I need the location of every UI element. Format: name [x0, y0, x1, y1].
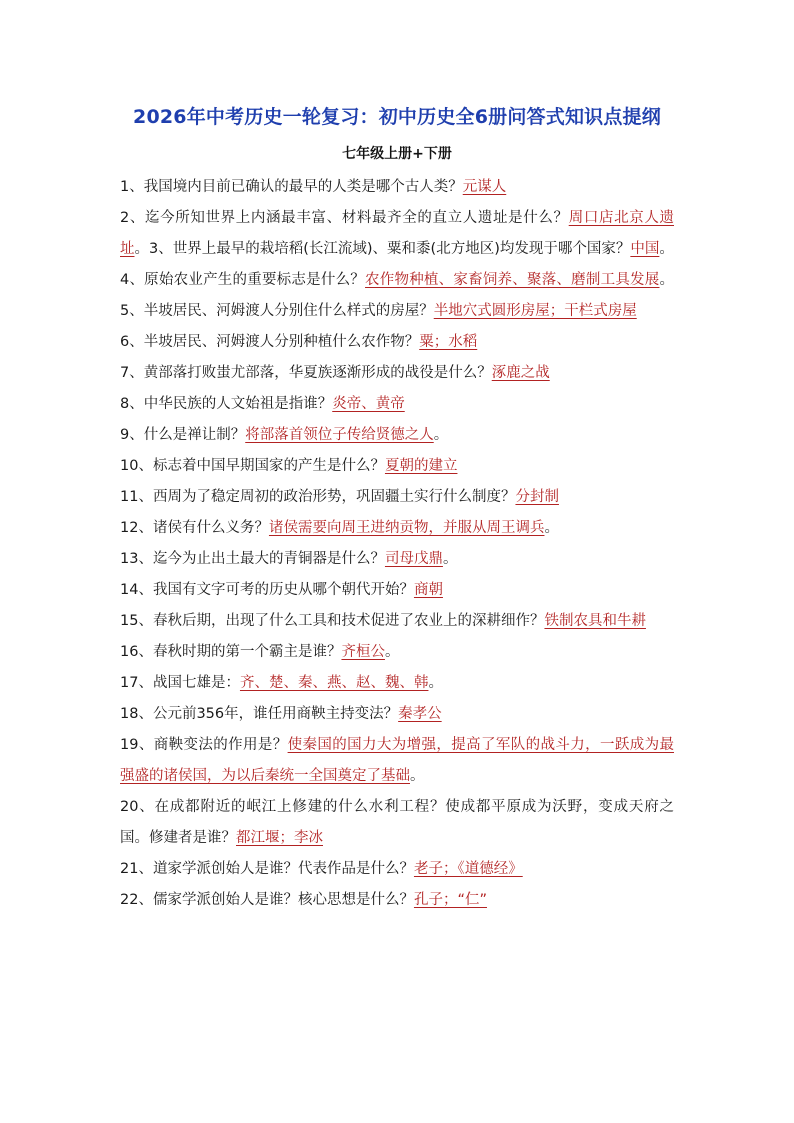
qa-item — [120, 544, 674, 575]
qa-item — [120, 420, 674, 451]
question-text: 12、诸侯有什么义务？ — [120, 520, 269, 536]
question-text: 。 — [433, 427, 449, 443]
question-text: 2、迄今所知世界上内涵最丰富、材料最齐全的直立人遗址是什么？ — [120, 210, 569, 226]
question-text: 19、商鞅变法的作用是？ — [120, 737, 288, 753]
qa-item — [120, 854, 674, 885]
question-text: 17、战国七雄是： — [120, 675, 240, 691]
qa-item — [120, 730, 674, 792]
answer-text: 炎帝、黄帝 — [332, 396, 405, 412]
question-text: 9、什么是禅让制？ — [120, 427, 246, 443]
qa-item — [120, 389, 674, 420]
answer-text: 分封制 — [515, 489, 559, 505]
qa-item — [120, 265, 674, 327]
qa-list — [120, 172, 674, 916]
question-text: 15、春秋后期，出现了什么工具和技术促进了农业上的深耕细作？ — [120, 613, 545, 629]
answer-text: 老子；《道德经》 — [413, 861, 523, 877]
question-text: 。 — [442, 551, 458, 567]
question-text: 。 — [544, 520, 559, 536]
answer-text: 秦孝公 — [398, 706, 442, 722]
question-text: 22、儒家学派创始人是谁？核心思想是什么？ — [120, 892, 414, 908]
document-subtitle: 七年级上册+下册 — [342, 146, 452, 162]
question-text: 20、在成都附近的岷江上修建的什么水利工程？使成都平原成为沃野，变成天府之国。修建者是谁？ — [120, 799, 674, 846]
qa-item — [120, 885, 674, 916]
answer-text: 铁制农具和牛耕 — [544, 613, 646, 629]
question-text: 13、迄今为止出土最大的青铜器是什么？ — [120, 551, 385, 567]
question-text: 。3、世界上最早的栽培稻(长江流域)、粟和黍(北方地区)均发现于哪个国家？ — [134, 241, 631, 257]
qa-item — [120, 203, 674, 265]
qa-item — [120, 792, 674, 854]
qa-item — [120, 668, 674, 699]
question-text: 6、半坡居民、河姆渡人分别种植什么农作物？ — [120, 334, 420, 350]
question-text: 16、春秋时期的第一个霸主是谁？ — [120, 644, 342, 660]
question-text: 8、中华民族的人文始祖是指谁？ — [120, 396, 333, 412]
question-text: 11、西周为了稳定周初的政治形势，巩固疆土实行什么制度？ — [120, 489, 516, 505]
answer-text: 周口店北京人遗址 — [120, 210, 674, 257]
answer-text: 半地穴式圆形房屋；干栏式房屋 — [433, 303, 637, 319]
answer-text: 元谋人 — [462, 179, 507, 195]
answer-text: 粟；水稻 — [419, 334, 478, 350]
question-text: 21、道家学派创始人是谁？代表作品是什么？ — [120, 861, 414, 877]
qa-item — [120, 451, 674, 482]
qa-item — [120, 358, 674, 389]
qa-item — [120, 637, 674, 668]
question-text: 18、公元前356年，谁任用商鞅主持变法？ — [120, 706, 399, 722]
answer-text: 齐、楚、秦、燕、赵、魏、韩 — [239, 675, 429, 691]
question-text: 。 — [384, 644, 400, 660]
answer-text: 司母戊鼎 — [384, 551, 443, 567]
answer-text: 将部落首领位子传给贤德之人 — [245, 427, 434, 443]
answer-text: 商朝 — [413, 582, 443, 598]
question-text: 。 — [410, 768, 425, 784]
answer-text: 中国 — [630, 241, 660, 257]
question-text: 。 — [428, 675, 443, 691]
question-text: 4、原始农业产生的重要标志是什么？ — [120, 272, 366, 288]
answer-text: 齐桓公 — [341, 644, 385, 660]
question-text: 。 — [659, 241, 674, 257]
qa-item — [120, 327, 674, 358]
qa-item — [120, 172, 674, 203]
answer-text: 都江堰；李冰 — [236, 830, 323, 846]
answer-text: 农作物种植、家畜饲养、聚落、磨制工具发展 — [365, 272, 660, 288]
document-title: 2026年中考历史一轮复习：初中历史全6册问答式知识点提纲 — [133, 106, 661, 128]
qa-item — [120, 606, 674, 637]
answer-text: 涿鹿之战 — [491, 365, 550, 381]
question-text: 1、我国境内目前已确认的最早的人类是哪个古人类？ — [120, 179, 463, 195]
qa-item — [120, 513, 674, 544]
answer-text: 诸侯需要向周王进纳贡物，并服从周王调兵 — [268, 520, 545, 536]
qa-item — [120, 699, 674, 730]
answer-text: 孔子；“仁” — [413, 892, 487, 908]
question-text: 7、黄部落打败蚩尤部落，华夏族逐渐形成的战役是什么？ — [120, 365, 492, 381]
answer-text: 夏朝的建立 — [384, 458, 458, 474]
question-text: 14、我国有文字可考的历史从哪个朝代开始？ — [120, 582, 414, 598]
qa-item — [120, 482, 674, 513]
question-text: 。5、半坡居民、河姆渡人分别住什么样式的房屋？ — [120, 272, 674, 319]
answer-text: 使秦国的国力大为增强，提高了军队的战斗力，一跃成为最强盛的诸侯国，为以后秦统一全国奠定了基础 — [120, 737, 674, 784]
qa-item — [120, 575, 674, 606]
question-text: 10、标志着中国早期国家的产生是什么？ — [120, 458, 385, 474]
